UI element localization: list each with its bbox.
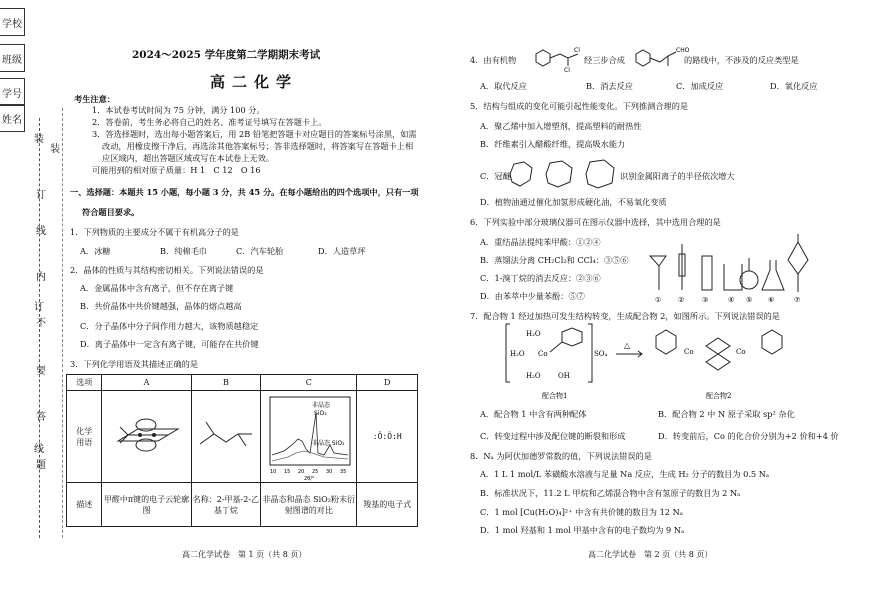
c1-label-h2o-left: H₂O [510,350,525,358]
crown-ether-structures [506,158,618,190]
q2-option-a: A．金属晶体中含有离子，但不存在离子键 [80,283,234,293]
complex2-label: 配合物2 [706,392,732,400]
q6-option-c: C．1-溴丁烷的消去反应：②③⑥ [480,273,601,283]
xrd-tick-35: 35 [339,468,347,475]
q4-option-c: C．加成反应 [676,81,724,91]
mark-xian: 线 [34,444,44,455]
q4-stem-part2: 经三步合成 [584,55,625,65]
q6-option-b: B．蒸馏法分离 CH₂Cl₂和 CCl₄：③⑤⑥ [480,255,629,265]
q2-stem: 2．晶体的性质与其结构密切相关。下列说法错误的是 [70,265,264,275]
class-field: 班级 [0,44,25,72]
inner-mark-ding: 订 [36,190,46,201]
pi-bond-orbital-diagram [108,411,186,461]
q2-option-c: C．分子晶体中分子间作用力越大，该物质越稳定 [80,321,259,331]
q8-option-b: B．标准状况下，11.2 L 甲烷和乙烯混合物中含有氢原子的数目为 2 Nₐ [480,488,741,498]
q5-option-b: B．纤维素引入醋酸纤维，提高吸水能力 [480,139,626,149]
glassware-label-7: ⑦ [794,296,801,304]
q3-header-a: A [102,375,191,391]
q2-option-d: D．离子晶体中一定含有离子键，可能存在共价键 [80,339,259,349]
q3-row-desc-label: 描述 [67,483,102,527]
q7-option-b: B．配合物 2 中 N 原子采取 sp² 杂化 [658,409,795,419]
q4-stem-part3: 的路线中，不涉及的反应类型是 [684,55,799,65]
c1-label-h2o-top: H₂O [526,330,541,338]
q3-header-b: B [191,375,261,391]
q1-option-d: D．人造草坪 [318,246,366,256]
glassware-label-1: ① [655,296,662,304]
school-field: 学校 [0,8,25,36]
c2-label-co-left: Co [684,348,694,356]
complex1-label: 配合物1 [542,392,568,400]
q3-stem: 3．下列化学用语及其描述正确的是 [70,359,199,369]
heat-symbol: △ [624,341,631,350]
q3-header-option: 选项 [67,375,102,391]
q8-option-c: C．1 mol [Cu(H₂O)₄]²⁺ 中含有共价键的数目为 12 Nₐ [480,507,683,517]
glassware-label-3: ③ [702,296,709,304]
xrd-pattern-chart [264,393,354,482]
q4-label-cho: CHO [676,47,690,54]
q1-option-a: A．冰糖 [80,246,111,256]
xrd-label-amorphous-sio2: 非晶态 SiO₂ [311,439,345,447]
xrd-tick-10: 10 [269,468,277,475]
glassware-label-4: ④ [728,296,735,304]
q4-option-d: D．氧化反应 [770,81,818,91]
xrd-tick-30: 30 [325,468,333,475]
notice-line-3: 3．答选择题时，选出每小题答案后，用 2B 铅笔把答题卡对应题目的答案标号涂黑，如需 [92,129,417,139]
notice-line-6: 可能用到的相对原子质量：H 1 C 12 O 16 [92,165,261,175]
xrd-tick-20: 20 [297,468,305,475]
page2-footer: 高二化学试卷 第 2 页（共 8 页） [588,550,713,559]
notice-heading: 考生注意： [74,94,115,104]
coordination-complex-diagram [506,322,806,402]
glassware-label-6: ⑥ [768,296,775,304]
q3-header-c: C [261,375,357,391]
q8-option-a: A．1 L 1 mol/L 苯磺酸水溶液与足量 Na 反应，生成 H₂ 分子的数目为 0.5 Nₐ [480,469,770,479]
inner-mark-nei: 内 [36,272,46,283]
inner-mark-xian: 线 [36,226,46,237]
inner-mark-da: 答 [36,412,46,423]
q1-option-c: C．汽车轮胎 [236,246,284,256]
xrd-axis-label: 2θ/° [303,475,315,482]
q1-stem: 1．下列物质的主要成分不属于有机高分子的是 [70,227,239,237]
skeletal-formula [196,416,256,456]
mark-zhuang: 装 [34,134,44,145]
mark-ding: 订 [34,302,44,313]
c1-label-h2o-bottom: H₂O [526,372,541,380]
xrd-tick-25: 25 [311,468,319,475]
c2-label-co-right: Co [736,348,746,356]
q7-option-d: D．转变前后，Co 的化合价分别为+2 价和+4 价 [658,431,839,441]
subject-title: 高二化学 [210,73,299,91]
q4-stem-part1: 4．由有机物 [470,55,517,65]
q7-option-c: C．转变过程中涉及配位键的断裂和形成 [480,431,626,441]
q3-desc-b: 名称：2-甲基-2-乙基丁烷 [191,483,261,527]
q1-option-b: B．纯棉毛巾 [160,246,207,256]
inner-mark-bu: 不 [36,318,46,329]
page1-footer: 高二化学试卷 第 1 页（共 8 页） [182,550,307,559]
q8-option-d: D．1 mol 羟基和 1 mol 甲基中含有的电子数均为 9 Nₐ [480,525,685,535]
q3-table [66,374,418,527]
q6-option-d: D．由苯萃中少量苯酚：⑤⑦ [480,291,585,301]
q4-label-cl1: Cl [574,47,580,54]
name-field: 姓名 [0,104,25,132]
inner-mark-ti: 题 [36,460,46,471]
xrd-tick-15: 15 [283,468,291,475]
glassware-label-5: ⑤ [746,296,753,304]
q5-option-a: A．聚乙烯中加入增塑剂，提高塑料的耐热性 [480,121,642,131]
exam-title: 2024～2025 学年度第二学期期末考试 [132,49,321,61]
q7-option-a: A．配合物 1 中含有两种配体 [480,409,587,419]
glassware-diagram [646,230,814,306]
q3-c-xrd [261,391,357,483]
q6-stem: 6．下列实验中部分玻璃仪器可在图示仪器中选择，其中选用合理的是 [470,217,721,227]
q3-d-electron-formula: :Ö:Ö:H [357,391,418,483]
section-heading-2: 符合题目要求。 [82,207,140,217]
q6-option-a: A．重结晶法提纯苯甲酸：①②④ [480,237,601,247]
xrd-label-sio2: SiO₂ [313,409,327,417]
q4-option-a: A．取代反应 [480,81,527,91]
section-heading-1: 一、选择题：本题共 15 小题，每小题 3 分，共 45 分。在每小题给出的四个选项中，只有一项 [70,187,419,197]
q3-desc-a: 甲醛中π键的电子云轮廓图 [102,483,191,527]
notice-line-4: 改动，用橡皮擦干净后，再选涂其他答案标号；答非选择题时，将答案写在答题卡上相 [102,141,414,151]
q4-option-b: B．消去反应 [586,81,633,91]
q4-reactant-structure [526,42,586,72]
c1-label-so4: SO₄ [594,350,608,358]
binding-strip [0,0,30,616]
q5-option-c: C．冠醚 [480,171,511,181]
q3-desc-c: 非晶态和晶态 SiO₂粉末衍射图谱的对比 [261,483,357,527]
binding-line-inner [62,108,63,538]
q3-row-formula-label: 化学 用语 [67,391,102,483]
q7-stem: 7．配合物 1 经过加热可发生结构转变，生成配合物 2，如图所示。下列说法错误的是 [470,311,780,321]
q2-option-b: B．共价晶体中共价键越强，晶体的熔点越高 [80,301,242,311]
q3-a-orbital [102,391,191,483]
notice-line-1: 1．本试卷考试时间为 75 分钟，满分 100 分。 [92,105,265,115]
notice-line-5: 应区域内，超出答题区域或写在本试卷上无效。 [102,153,274,163]
c1-label-oh: OH [558,372,570,380]
q5-option-c-tail: 识别金属阳离子的半径依次增大 [620,171,735,181]
notice-line-2: 2．答卷前，考生务必将自己的姓名、准考证号填写在答题卡上。 [92,117,327,127]
q3-desc-d: 羧基的电子式 [357,483,418,527]
q8-stem: 8．Nₐ 为阿伏加德罗常数的值，下列说法错误的是 [470,451,652,461]
c1-label-co: Co [538,350,548,358]
glassware-label-2: ② [678,296,685,304]
q4-label-cl2: Cl [564,67,570,74]
number-field: 学号 [0,78,25,106]
q5-stem: 5．结构与组成的变化可能引起性能变化。下列推测合理的是 [470,101,689,111]
q5-option-d: D．植物油通过催化加氢形成硬化油，不易氧化变质 [480,197,667,207]
xrd-label-amorphous: 非晶态 [311,401,330,409]
inner-mark-zhuang: 装 [50,144,60,155]
q3-b-skeletal [191,391,261,483]
q3-header-d: D [357,375,418,391]
inner-mark-yao: 要 [36,366,46,377]
